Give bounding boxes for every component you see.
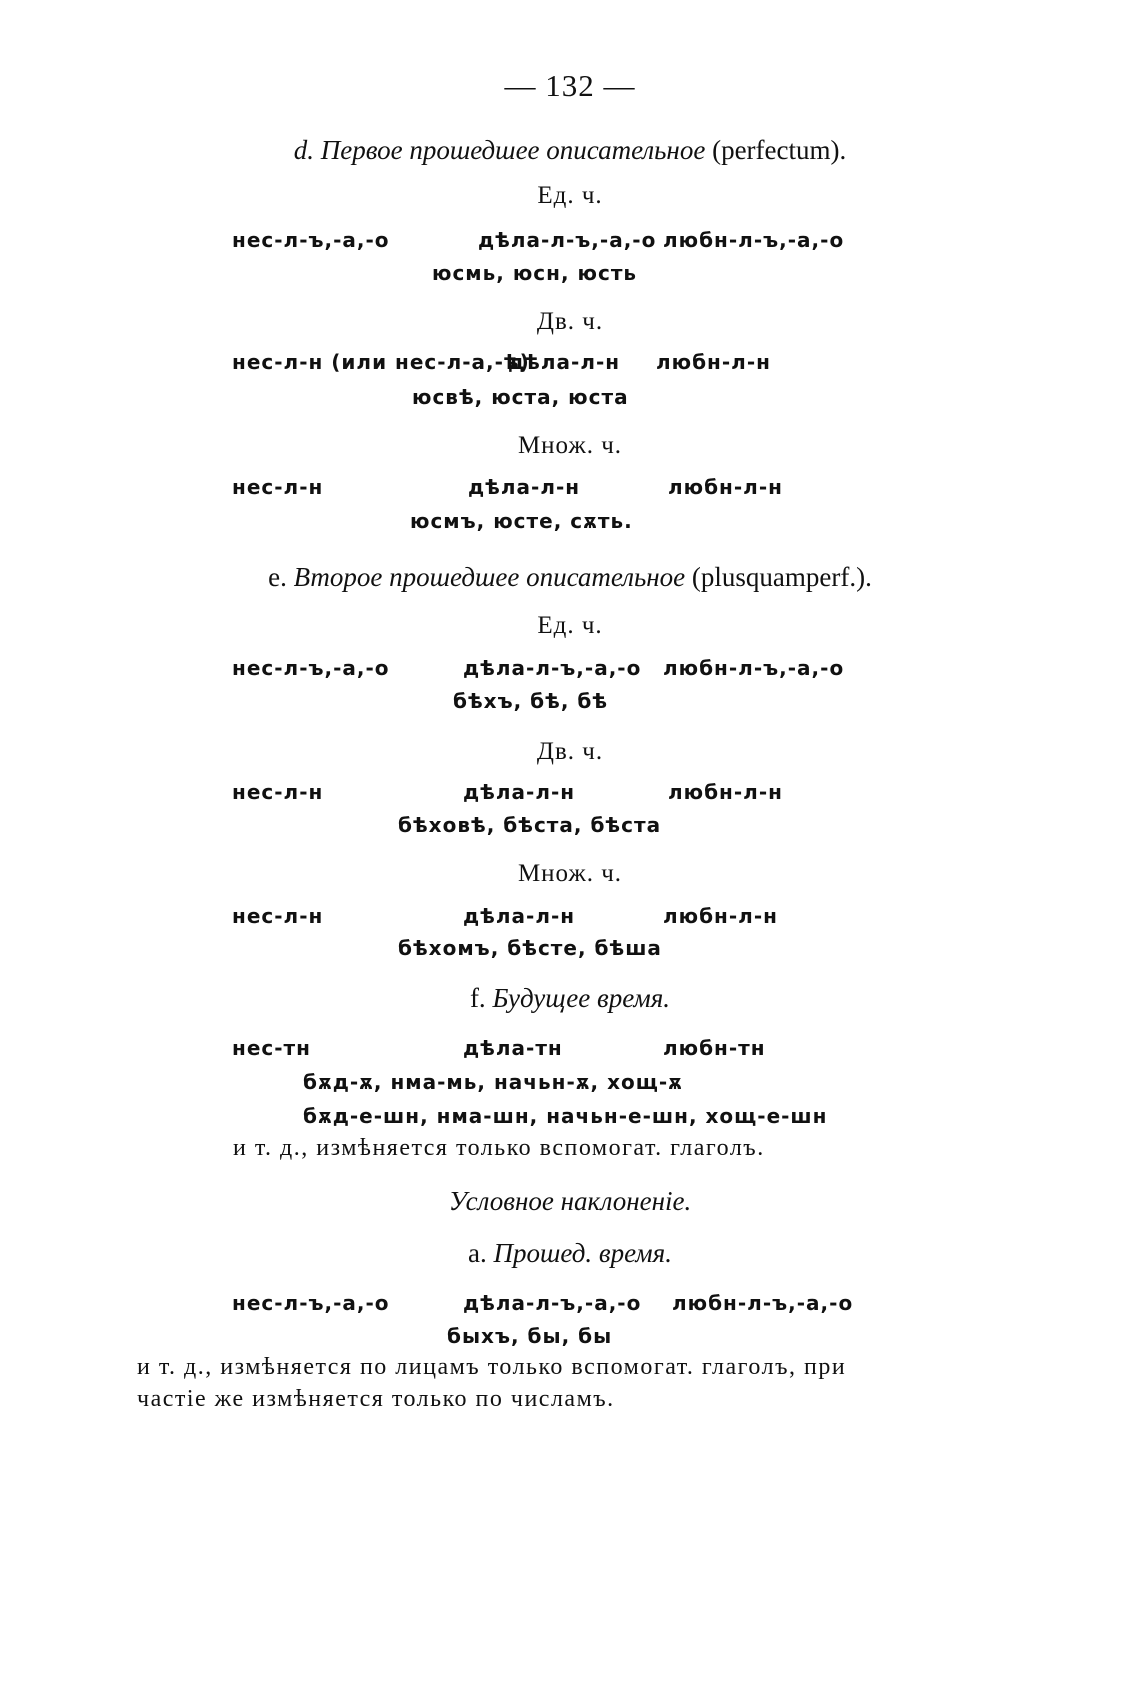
f-note: и т. д., измѣняется только вспомогат. глаголъ. (233, 1135, 765, 1161)
f-col2: дѣла-тн (463, 1036, 563, 1060)
e-dual-col3: любн-л-н (668, 780, 783, 804)
d-plur-col1: нес-л-н (232, 475, 324, 499)
f-aux-line1: бѫд-ѫ, нма-мь, начьн-ѫ, хощ-ѫ (303, 1070, 683, 1094)
section-e-heading (0, 562, 1140, 593)
label-singular: Ед. ч. (537, 182, 603, 209)
d-dual-col1: нес-л-н (или нес-л-а,-ѣ) (232, 350, 530, 374)
e-dual-col2: дѣла-л-н (463, 780, 576, 804)
section-d-latin: (perfectum). (712, 135, 847, 165)
e-sing-col2: дѣла-л-ъ,-а,-о (463, 656, 642, 680)
d-sing-aux: юсмь, юсн, юсть (432, 261, 638, 285)
section-f-heading (0, 983, 1140, 1014)
label-dual: Дв. ч. (536, 738, 604, 765)
section-a-title: Прошед. время. (493, 1238, 672, 1268)
label-singular: Ед. ч. (537, 612, 603, 639)
d-dual-col2: дѣла-л-н (508, 350, 621, 374)
cond-title: Условное наклоненіе. (448, 1186, 692, 1216)
d-plur-col2: дѣла-л-н (468, 475, 581, 499)
e-plur-col1: нес-л-н (232, 904, 324, 928)
section-d-title: Первое прошедшее описательное (320, 135, 706, 165)
d-sing-col3: любн-л-ъ,-а,-о (663, 228, 845, 252)
d-sing-col1: нес-л-ъ,-а,-о (232, 228, 390, 252)
cond-col2: дѣла-л-ъ,-а,-о (463, 1291, 642, 1315)
page-number: — 132 — (504, 68, 636, 103)
d-plur-col3: любн-л-н (668, 475, 783, 499)
f-col1: нес-тн (232, 1036, 311, 1060)
e-dual-col1: нес-л-н (232, 780, 324, 804)
e-sing-aux: бѣхъ, бѣ, бѣ (453, 689, 609, 713)
cond-col3: любн-л-ъ,-а,-о (672, 1291, 854, 1315)
d-plur-aux: юсмъ, юсте, сѫть. (410, 509, 633, 533)
section-e-latin: (plusquamperf.). (691, 562, 872, 592)
section-e-letter: e. (268, 562, 287, 592)
section-d-letter: d. (293, 135, 314, 165)
label-dual: Дв. ч. (536, 308, 604, 335)
section-f-title: Будущее время. (492, 983, 671, 1013)
section-a-letter: a. (468, 1238, 487, 1268)
e-plur-col3: любн-л-н (663, 904, 778, 928)
d-sing-col2: дѣла-л-ъ,-а,-о (478, 228, 657, 252)
e-sing-col1: нес-л-ъ,-а,-о (232, 656, 390, 680)
label-plural: Множ. ч. (517, 860, 623, 887)
e-dual-aux: бѣховѣ, бѣста, бѣста (398, 813, 662, 837)
cond-heading (0, 1186, 1140, 1217)
cond-note-line1: и т. д., измѣняется по лицамъ только вспомогат. глаголъ, при (137, 1354, 847, 1380)
d-dual-col3: любн-л-н (656, 350, 771, 374)
cond-col1: нес-л-ъ,-а,-о (232, 1291, 390, 1315)
section-d-heading (0, 135, 1140, 166)
section-e-title: Второе прошедшее описательное (293, 562, 686, 592)
e-plur-col2: дѣла-л-н (463, 904, 576, 928)
label-plural: Множ. ч. (517, 432, 623, 459)
f-col3: любн-тн (663, 1036, 766, 1060)
cond-note-line2: частіе же измѣняется только по числамъ. (137, 1386, 615, 1412)
e-sing-col3: любн-л-ъ,-а,-о (663, 656, 845, 680)
d-dual-aux: юсвѣ, юста, юста (412, 385, 629, 409)
e-plur-aux: бѣхомъ, бѣсте, бѣша (398, 936, 662, 960)
section-f-letter: f. (469, 983, 486, 1013)
f-aux-line2: бѫд-е-шн, нма-шн, начьн-е-шн, хощ-е-шн (303, 1104, 828, 1128)
cond-aux: быхъ, бы, бы (447, 1324, 613, 1348)
section-a-heading (0, 1238, 1140, 1269)
